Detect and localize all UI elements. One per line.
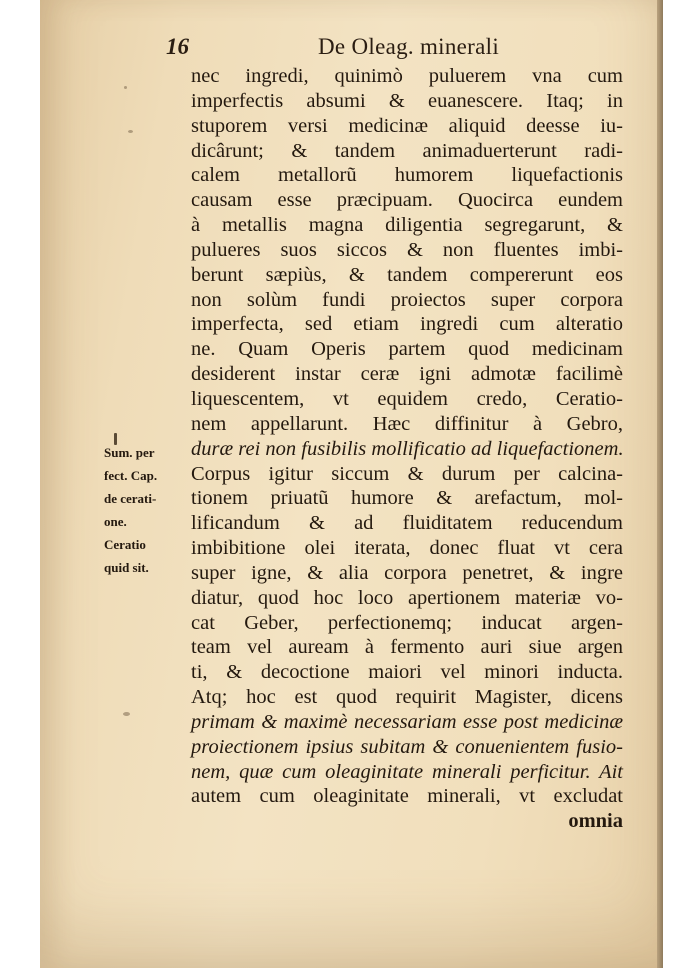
text-line: cat Geber, perfectionemq; inducat argen- <box>191 611 623 634</box>
text-line: autem cum oleaginitate minerali, vt excludat <box>191 785 623 808</box>
text-line: imbibitione olei iterata, donec fluat vt cera <box>191 537 623 560</box>
text-line: calem metallorũ humorem liquefactionis <box>191 164 623 187</box>
text-line: Atq; hoc est quod requirit Magister, dicens <box>191 686 623 709</box>
running-head: De Oleag. minerali <box>318 34 500 59</box>
text-line: causam esse præcipuam. Quocirca eundem <box>191 189 623 212</box>
text-line: imperfectis absumi & euanescere. Itaq; in <box>191 89 623 112</box>
text-line: super igne, & alia corpora penetret, & ingre <box>191 561 623 584</box>
text-line: non solùm fundi proiectos super corpora <box>191 288 623 311</box>
ink-speck <box>124 86 127 89</box>
text-line: liquescentem, vt equidem credo, Ceratio- <box>191 387 623 410</box>
ink-speck <box>123 712 130 716</box>
margin-note-line: de cerati- <box>104 491 157 506</box>
text-line: tionem priuatũ humore & arefactum, mol- <box>191 487 623 510</box>
text-line: à metallis magna diligentia segregarunt, & <box>191 214 623 237</box>
text-line-italic: proiectionem ipsius subitam & conuenientem fusio- <box>191 735 623 758</box>
text-line: lificandum & ad fluiditatem reducendum <box>191 512 623 535</box>
margin-note-line: Sum. per <box>104 445 155 460</box>
ink-speck <box>128 130 133 133</box>
text-line: berunt sæpiùs, & tandem compererunt eos <box>191 263 623 286</box>
text-line: nec ingredi, quinimò puluerem vna cum <box>191 65 623 87</box>
margin-notes <box>104 441 192 579</box>
margin-note-line: one. <box>104 514 127 529</box>
page-number: 16 <box>166 34 189 59</box>
text-line-italic: primam & maximè necessariam esse post medicinæ <box>191 710 623 733</box>
page-edge <box>657 0 663 968</box>
text-line: Corpus igitur siccum & durum per calcina- <box>191 462 623 485</box>
margin-note-line: quid sit. <box>104 560 149 575</box>
text-line: ti, & decoctione maiori vel minori inducta. <box>191 661 623 684</box>
text-line: desiderent instar ceræ igni admotæ facilimè <box>191 363 623 386</box>
text-line: nem appellarunt. Hæc diffinitur à Gebro, <box>191 412 623 435</box>
body-text <box>191 64 623 834</box>
text-line-italic: nem, quæ cum oleaginitate minerali perficitur. Ait <box>191 760 623 783</box>
margin-note-line: fect. Cap. <box>104 468 158 483</box>
catchword: omnia <box>568 810 623 833</box>
text-line: imperfecta, sed etiam ingredi cum alteratio <box>191 313 623 336</box>
text-line: stuporem versi medicinæ aliquid deesse iu- <box>191 114 623 137</box>
text-line: diatur, quod hoc loco apertionem materiæ vo- <box>191 586 623 609</box>
text-line: pulueres suos siccos & non fluentes imbi- <box>191 238 623 261</box>
text-line-italic: duræ rei non fusibilis mollificatio ad liquefactionem. <box>191 437 624 460</box>
margin-note-line: Ceratio <box>104 537 146 552</box>
text-line: team vel auream à fermento auri siue argen <box>191 636 623 659</box>
text-line: ne. Quam Operis partem quod medicinam <box>191 338 623 361</box>
text-line: dicârunt; & tandem animaduerterunt radi- <box>191 139 623 162</box>
